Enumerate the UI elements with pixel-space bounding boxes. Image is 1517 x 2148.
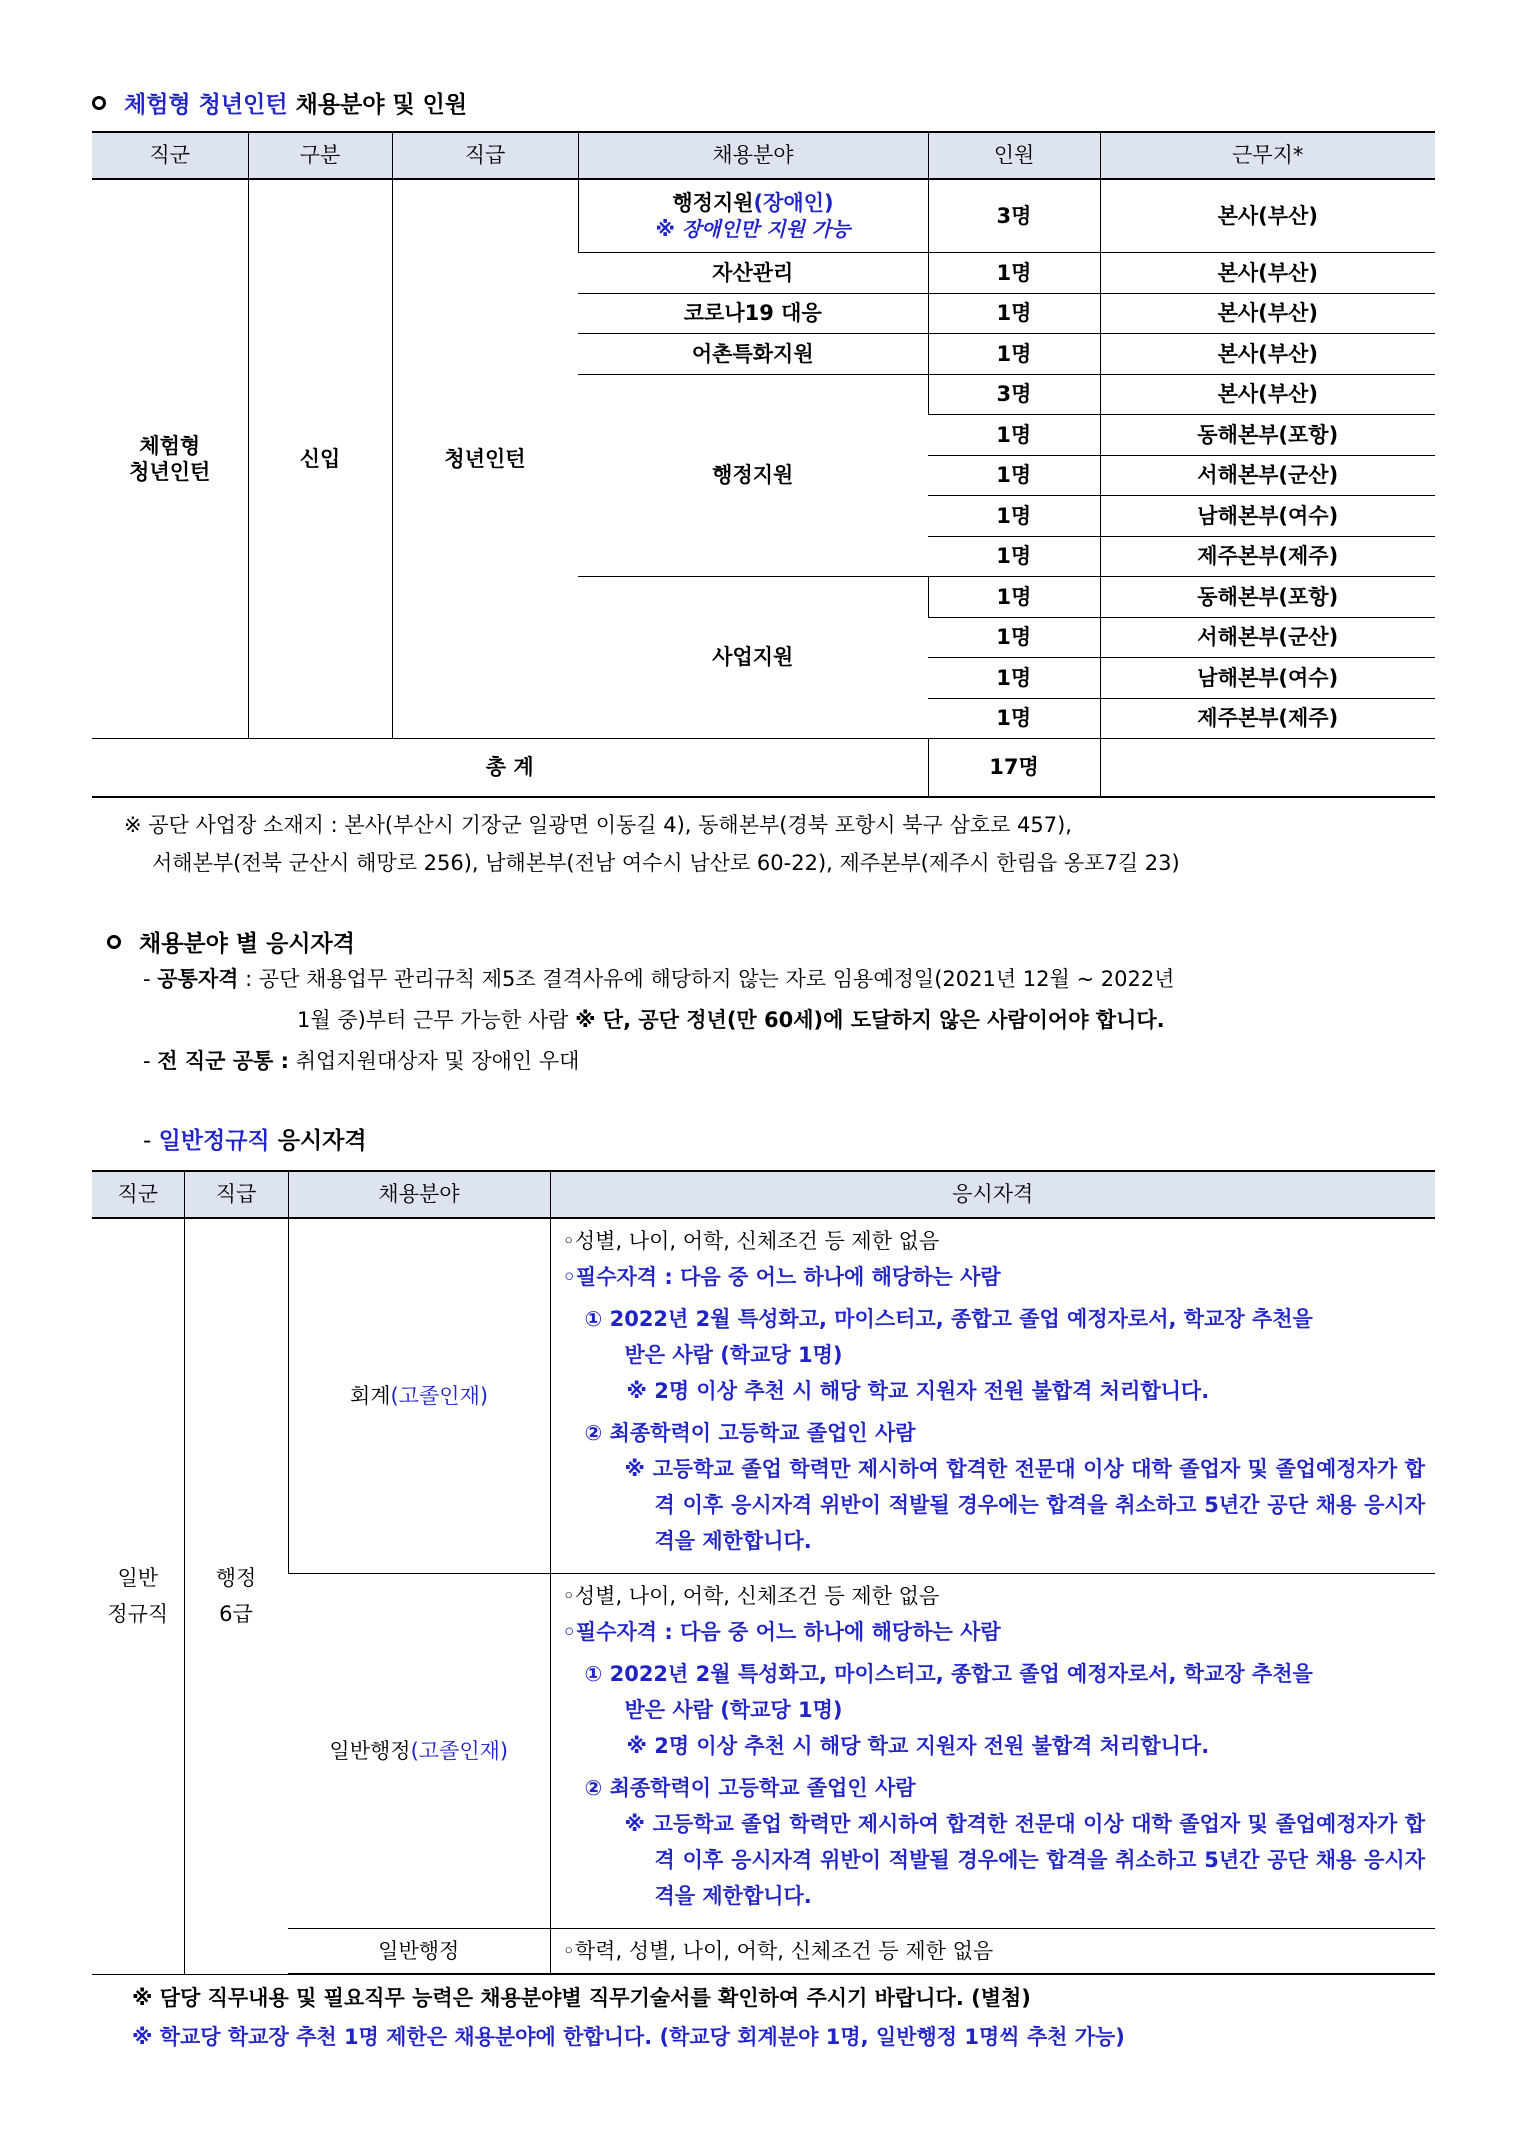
field-cell: 사업지원	[578, 577, 928, 739]
place-cell: 제주본부(제주)	[1100, 698, 1435, 739]
field-cell: 자산관리	[578, 253, 928, 294]
group-cell: 일반 정규직	[92, 1218, 184, 1974]
count-cell: 1명	[928, 455, 1100, 496]
location-note-2: 서해본부(전북 군산시 해망로 256), 남해본부(전남 여수시 남산로 60-22), 제주본부(제주시 한림읍 옹포7길 23)	[152, 851, 1180, 875]
field-cell: 회계(고졸인재)	[288, 1218, 550, 1574]
header-cell: 직급	[184, 1171, 288, 1218]
header-cell: 직급	[392, 132, 578, 179]
count-cell: 1명	[928, 536, 1100, 577]
place-cell: 남해본부(여수)	[1100, 658, 1435, 699]
qualification-cell: ◦성별, 나이, 어학, 신체조건 등 제한 없음 ◦필수자격 : 다음 중 어느 하나에 해당하는 사람 ① 2022년 2월 특성화고, 마이스터고, 종합고 졸업 예정자로서, 학교장 추천을 받은 사람 (학교당 1명) ※ 2명 이상 추천 시 해당 학교 지원자 전원 불합격 처리합니다. ② 최종학력이 고등학교 졸업인 사람 ※ 고등학교 졸업 학력만 제시하여 합격한 전문대 이상 대학 졸업자 및 졸업예정자가 합격 이후 응시자격 위반이 적발될 경우에는 합격을 취소하고 5년간 공단 채용 응시자격을 제한합니다.	[550, 1218, 1435, 1574]
place-cell: 본사(부산)	[1100, 179, 1435, 253]
qualification-cell: ◦성별, 나이, 어학, 신체조건 등 제한 없음 ◦필수자격 : 다음 중 어느 하나에 해당하는 사람 ① 2022년 2월 특성화고, 마이스터고, 종합고 졸업 예정자로서, 학교장 추천을 받은 사람 (학교당 1명) ※ 2명 이상 추천 시 해당 학교 지원자 전원 불합격 처리합니다. ② 최종학력이 고등학교 졸업인 사람 ※ 고등학교 졸업 학력만 제시하여 합격한 전문대 이상 대학 졸업자 및 졸업예정자가 합격 이후 응시자격 위반이 적발될 경우에는 합격을 취소하고 5년간 공단 채용 응시자격을 제한합니다.	[550, 1574, 1435, 1929]
place-cell: 본사(부산)	[1100, 253, 1435, 294]
place-cell: 본사(부산)	[1100, 334, 1435, 375]
common-qualification: - 공통자격 : 공단 채용업무 관리규칙 제5조 결격사유에 해당하지 않는 자로 임용예정일(2021년 12월 ~ 2022년	[143, 967, 1175, 991]
count-cell: 1명	[928, 577, 1100, 618]
header-cell: 직군	[92, 132, 248, 179]
place-cell: 제주본부(제주)	[1100, 536, 1435, 577]
circle-bullet-icon	[107, 935, 121, 949]
header-cell: 인원	[928, 132, 1100, 179]
subsection-title: - 일반정규직 응시자격	[143, 1128, 367, 1154]
total-label: 총 계	[92, 739, 928, 798]
table-row	[92, 179, 1435, 253]
field-cell: 어촌특화지원	[578, 334, 928, 375]
all-groups-common: - 전 직군 공통 : 취업지원대상자 및 장애인 우대	[143, 1049, 580, 1073]
count-cell: 3명	[928, 179, 1100, 253]
grade-cell: 청년인턴	[392, 179, 578, 739]
table-header-row	[92, 132, 1435, 179]
field-cell: 코로나19 대응	[578, 293, 928, 334]
job-description-note: ※ 담당 직무내용 및 필요직무 능력은 채용분야별 직무기술서를 확인하여 주시기 바랍니다. (별첨)	[132, 1986, 1031, 2010]
total-count: 17명	[928, 739, 1100, 798]
table-row	[92, 1929, 1435, 1975]
place-cell: 동해본부(포항)	[1100, 415, 1435, 456]
gubun-cell: 신입	[248, 179, 392, 739]
header-cell: 직군	[92, 1171, 184, 1218]
grade-cell: 행정 6급	[184, 1218, 288, 1974]
group-cell: 체험형 청년인턴	[92, 179, 248, 739]
common-qualification-cont: 1월 중)부터 근무 가능한 사람 ※ 단, 공단 정년(만 60세)에 도달하지 않은 사람이어야 합니다.	[297, 1008, 1165, 1032]
count-cell: 1명	[928, 334, 1100, 375]
count-cell: 1명	[928, 253, 1100, 294]
count-cell: 1명	[928, 496, 1100, 537]
place-cell: 서해본부(군산)	[1100, 455, 1435, 496]
location-note-1: ※ 공단 사업장 소재지 : 본사(부산시 기장군 일광면 이동길 4), 동해본부(경북 포항시 북구 삼호로 457),	[124, 813, 1072, 837]
place-cell: 본사(부산)	[1100, 293, 1435, 334]
count-cell: 1명	[928, 415, 1100, 456]
regular-table	[92, 1170, 1435, 1975]
count-cell: 3명	[928, 374, 1100, 415]
field-cell: 일반행정(고졸인재)	[288, 1574, 550, 1929]
section1-title: 체험형 청년인턴 채용분야 및 인원	[92, 86, 467, 119]
header-cell: 채용분야	[578, 132, 928, 179]
header-cell: 구분	[248, 132, 392, 179]
total-row	[92, 739, 1435, 798]
count-cell: 1명	[928, 698, 1100, 739]
table-header-row	[92, 1171, 1435, 1218]
total-empty	[1100, 739, 1435, 798]
place-cell: 서해본부(군산)	[1100, 617, 1435, 658]
count-cell: 1명	[928, 293, 1100, 334]
field-cell: 일반행정	[288, 1929, 550, 1975]
qualification-cell: ◦학력, 성별, 나이, 어학, 신체조건 등 제한 없음	[550, 1929, 1435, 1975]
section2-title: 채용분야 별 응시자격	[107, 925, 355, 958]
place-cell: 동해본부(포항)	[1100, 577, 1435, 618]
header-cell: 응시자격	[550, 1171, 1435, 1218]
field-cell: 행정지원	[578, 374, 928, 577]
place-cell: 남해본부(여수)	[1100, 496, 1435, 537]
place-cell: 본사(부산)	[1100, 374, 1435, 415]
intern-table	[92, 131, 1435, 798]
school-recommendation-note: ※ 학교당 학교장 추천 1명 제한은 채용분야에 한합니다. (학교당 회계분야 1명, 일반행정 1명씩 추천 가능)	[132, 2025, 1125, 2049]
header-cell: 근무지*	[1100, 132, 1435, 179]
table-row	[92, 1574, 1435, 1929]
count-cell: 1명	[928, 658, 1100, 699]
table-row	[92, 1218, 1435, 1574]
field-cell: 행정지원(장애인) ※ 장애인만 지원 가능	[578, 179, 928, 253]
header-cell: 채용분야	[288, 1171, 550, 1218]
count-cell: 1명	[928, 617, 1100, 658]
circle-bullet-icon	[92, 96, 106, 110]
